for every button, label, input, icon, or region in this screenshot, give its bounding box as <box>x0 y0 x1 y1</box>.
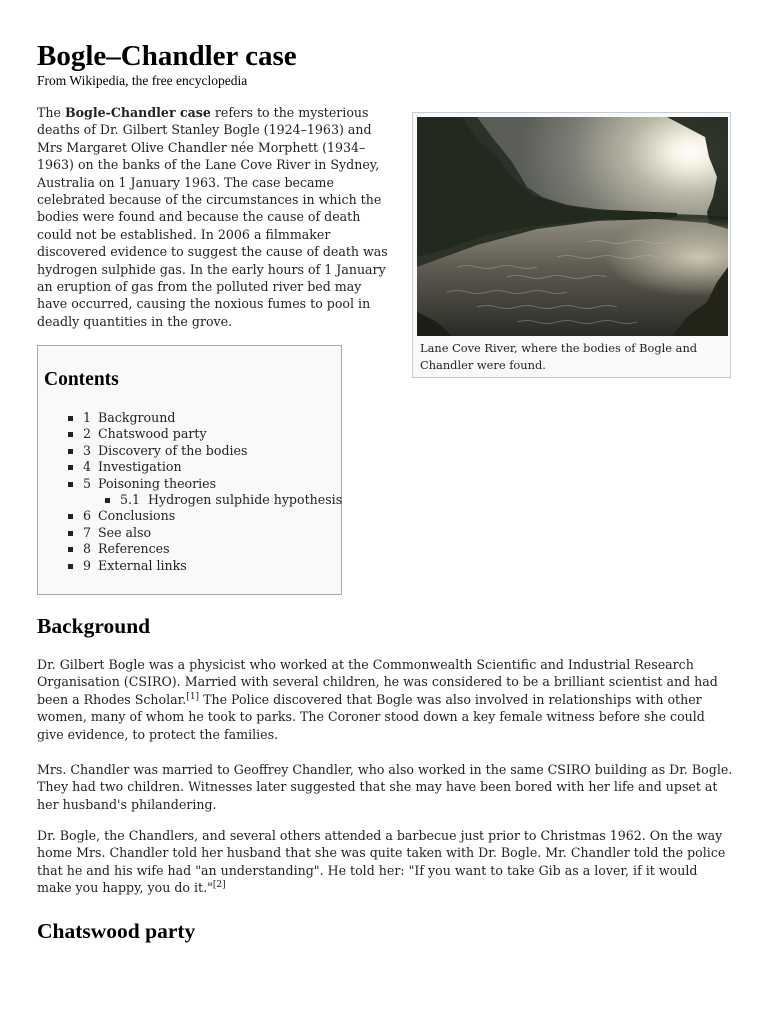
background-paragraph-2: Mrs. Chandler was married to Geoffrey Chandler, who also worked in the same CSIRO building as Dr. Bogle. They had two children. Witnesses later suggested that she may have been bored with her life and upset at her husband's philandering. <box>37 762 733 812</box>
toc-number: 1 <box>83 410 92 425</box>
toc-title: Contents <box>44 369 119 390</box>
toc-number: 9 <box>83 557 92 573</box>
toc-number: 2 <box>83 426 92 442</box>
toc-label[interactable]: Chatswood party <box>98 426 207 442</box>
background-paragraph-1 <box>37 656 733 743</box>
toc-item-investigation[interactable] <box>38 459 341 475</box>
citation-link-2[interactable]: [2] <box>212 880 226 891</box>
toc-item-discovery-of-the-bodies[interactable] <box>38 443 341 459</box>
toc-label[interactable]: Hydrogen sulphide hypothesis <box>148 491 343 507</box>
toc-label[interactable]: Poisoning theories <box>98 475 217 491</box>
toc-label[interactable]: Background <box>98 410 176 425</box>
toc-item-see-also[interactable] <box>38 525 341 541</box>
bullet-icon <box>105 498 110 503</box>
toc-number: 7 <box>83 524 92 540</box>
page-title: Bogle–Chandler case <box>37 40 297 72</box>
section-heading-chatswood-party: Chatswood party <box>37 919 196 943</box>
toc-label[interactable]: References <box>98 541 170 557</box>
intro-text-rest: refers to the mysterious deaths of Dr. Gilbert Stanley Bogle (1924–1963) and Mrs Margaret Olive Chandler née Morphett (1934–1963) on the banks of the Lane Cove River in Sydney, Australia on 1 January 1963. The case became celebrated because of the circumstances in which the bodies were found and because the cause of death could not be established. In 2006 a filmmaker discovered evidence to suggest the cause of death was hydrogen sulphide gas. In the early hours of 1 January an eruption of gas from the polluted river bed may have occurred, causing the noxious fumes to pool in deadly quantities in the grove. <box>37 105 388 329</box>
toc-label[interactable]: External links <box>98 557 187 573</box>
section-heading-background: Background <box>37 614 151 638</box>
toc-label[interactable]: Investigation <box>98 459 182 475</box>
bullet-icon <box>68 547 73 552</box>
lane-cove-river-photo[interactable] <box>417 117 728 336</box>
site-tagline: From Wikipedia, the free encyclopedia <box>37 73 248 88</box>
paragraph-text: Dr. Gilbert Bogle was a physicist who worked at the Commonwealth Scientific and Industrial Research Organisation (CSIRO). Married with several children, he was considered to be a brilliant scientist and had been a Rhodes Scholar. <box>37 657 718 707</box>
paragraph-text: The Police discovered that Bogle was also involved in relationships with other women, many of whom he took to parks. The Coroner stood down a key female witness before she could give evidence, to protect the families. <box>37 691 705 742</box>
toc-item-poisoning-theories[interactable] <box>38 476 341 492</box>
toc-number: 4 <box>83 459 92 475</box>
intro-text-start: The <box>37 105 65 120</box>
toc-label[interactable]: See also <box>98 524 152 540</box>
toc-item-conclusions[interactable] <box>38 508 341 524</box>
toc-number: 5.1 <box>120 491 141 507</box>
bullet-icon <box>68 482 73 487</box>
intro-paragraph <box>37 104 389 330</box>
bullet-icon <box>68 531 73 536</box>
toc-list <box>38 410 341 574</box>
toc-label[interactable]: Conclusions <box>98 508 176 524</box>
toc-number: 6 <box>83 508 92 524</box>
article-subject-bold: Bogle-Chandler case <box>64 105 211 120</box>
bullet-icon <box>68 449 73 454</box>
table-of-contents <box>37 345 342 595</box>
toc-item-external-links[interactable] <box>38 558 341 574</box>
toc-item-references[interactable] <box>38 541 341 557</box>
thumbnail-caption: Lane Cove River, where the bodies of Bogle and Chandler were found. <box>420 341 698 372</box>
toc-number: 3 <box>83 442 92 458</box>
bullet-icon <box>68 432 73 437</box>
citation-link-1[interactable]: [1] <box>186 691 200 702</box>
toc-label[interactable]: Discovery of the bodies <box>98 442 248 458</box>
bullet-icon <box>68 465 73 470</box>
toc-number: 5 <box>83 475 92 491</box>
bullet-icon <box>68 514 73 519</box>
infobox-thumbnail <box>412 112 731 378</box>
background-paragraph-3 <box>37 827 733 897</box>
bullet-icon <box>68 416 73 421</box>
toc-item-background[interactable] <box>38 410 341 426</box>
toc-number: 8 <box>83 541 92 557</box>
bullet-icon <box>68 564 73 569</box>
paragraph-text: Dr. Bogle, the Chandlers, and several others attended a barbecue just prior to Christmas 1962. On the way home Mrs. Chandler told her husband that she was quite taken with Dr. Bogle. Mr. Chandler told the police that he and his wife had "an understanding". He told her: "If you want to take Gib as a lover, if it would make you happy, you do it." <box>37 828 726 896</box>
toc-item-chatswood-party[interactable] <box>38 426 341 442</box>
toc-item-hydrogen-sulphide-hypothesis[interactable] <box>38 492 341 508</box>
